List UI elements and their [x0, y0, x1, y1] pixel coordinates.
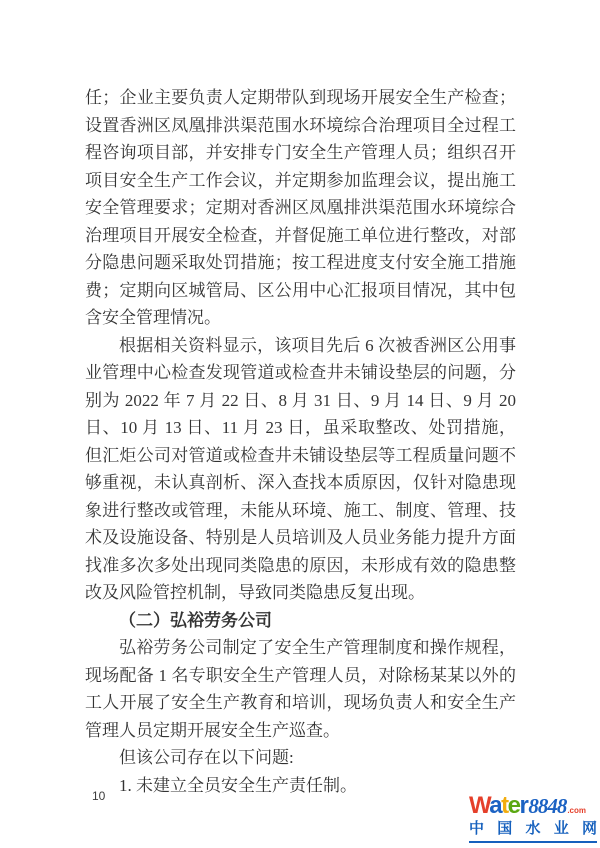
paragraph: 1. 未建立全员安全生产责任制。 — [119, 775, 357, 795]
logo-cn-char: 网 — [581, 821, 597, 837]
document-body — [85, 84, 516, 799]
logo-letter: W — [469, 792, 490, 819]
logo-number: 8848 — [528, 794, 567, 818]
logo-letter: t — [501, 792, 508, 819]
page-number: 10 — [92, 789, 106, 803]
paragraph: 根据相关资料显示，该项目先后 6 次被香洲区公用事业管理中心检查发现管道或检查井未铺设垫层的问题，分别为 2022 年 7 月 22 日、8 月 31 日、9 月 14 日、9 月 20 日、10 月 13 日、11 月 23 日，虽采取整改、处罚措施，但汇炬公司对管道或检查井未铺设垫层等工程质量问题不够重视，未认真剖析、深入查找本质原因，仅针对隐患现象进行整改或管理，未能从环境、施工、制度、管理、技术及设施设备、特别是人员培训及人员业务能力提升方面找准多次多处出现同类隐患的原因，未形成有效的隐患整改及风险管控机制，导致同类隐患反复出现。 — [85, 335, 516, 602]
logo-water-word — [469, 794, 527, 818]
water8848-logo — [469, 794, 597, 843]
logo-cn-char: 国 — [497, 821, 513, 837]
logo-cn-name — [469, 820, 597, 843]
logo-cn-char: 水 — [525, 821, 541, 837]
logo-cn-char: 中 — [469, 821, 485, 837]
logo-letter: r — [519, 792, 528, 819]
logo-cn-char: 业 — [553, 821, 569, 837]
paragraph: 任；企业主要负责人定期带队到现场开展安全生产检查；设置香洲区凤凰排洪渠范围水环境综合治理项目全过程工程咨询项目部，并安排专门安全生产管理人员；组织召开项目安全生产工作会议，并定期参加监理会议，提出施工安全管理要求；定期对香洲区凤凰排洪渠范围水环境综合治理项目开展安全检查，并督促施工单位进行整改，对部分隐患问题采取处罚措施；按工程进度支付安全施工措施费；定期向区城管局、区公用中心汇报项目情况，其中包含安全管理情况。 — [85, 88, 516, 327]
paragraph: 弘裕劳务公司制定了安全生产管理制度和操作规程，现场配备 1 名专职安全生产管理人员，对除杨某某以外的工人开展了安全生产教育和培训，现场负责人和安全生产管理人员定期开展安全生产巡查。 — [85, 638, 516, 740]
logo-letter: e — [507, 792, 520, 819]
logo-wordmark — [469, 794, 597, 818]
logo-tld: .com — [567, 806, 586, 815]
paragraph: 但该公司存在以下问题: — [119, 748, 294, 767]
logo-letter: a — [489, 792, 502, 819]
section-heading: （二）弘裕劳务公司 — [119, 610, 272, 630]
